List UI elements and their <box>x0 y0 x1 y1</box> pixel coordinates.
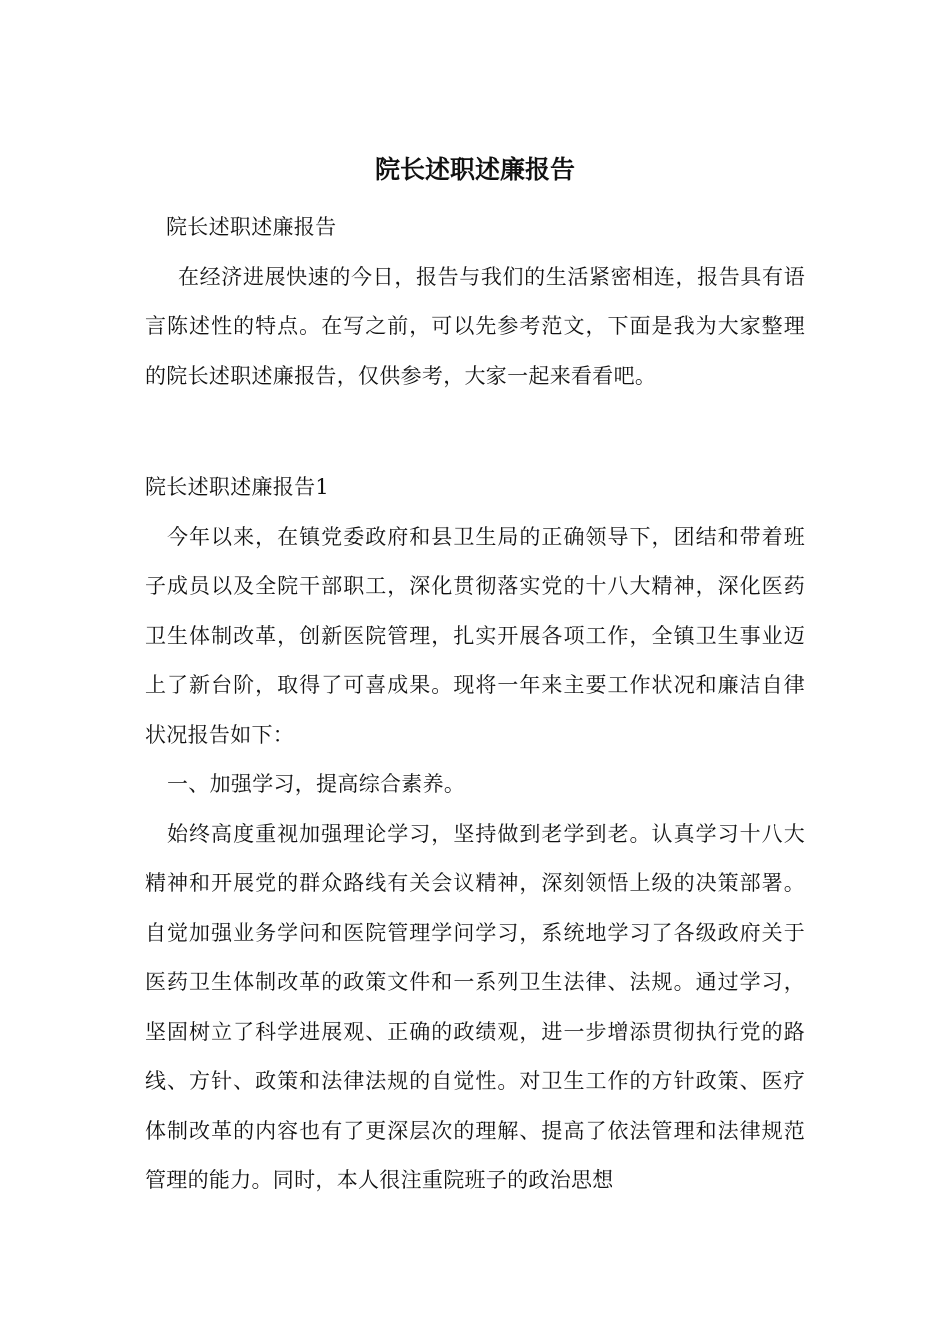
document-title: 院长述职述廉报告 <box>374 155 575 184</box>
intro-paragraph: 在经济进展快速的今日，报告与我们的生活紧密相连，报告具有语言陈述性的特点。在写之前，可以先参考范文，下面是我为大家整理的院长述职述廉报告，仅供参考，大家一起来看看吧。 <box>145 264 805 388</box>
document-body <box>145 203 805 1206</box>
document-subtitle: 院长述职述廉报告 <box>166 215 337 239</box>
point-1-heading: 一、加强学习，提高综合素养。 <box>167 772 466 796</box>
paragraph-2: 始终高度重视加强理论学习，坚持做到老学到老。认真学习十八大精神和开展党的群众路线有关会议精神，深刻领悟上级的决策部署。自觉加强业务学问和医院管理学问学习，系统地学习了各级政府关于医药卫生体制改革的政策文件和一系列卫生法律、法规。通过学习，坚固树立了科学进展观、正确的政绩观，进一步增添贯彻执行党的路线、方针、政策和法律法规的自觉性。对卫生工作的方针政策、医疗体制改革的内容也有了更深层次的理解、提高了依法管理和法律规范管理的能力。同时，本人很注重院班子的政治思想 <box>145 821 805 1192</box>
section-heading: 院长述职述廉报告1 <box>145 475 330 499</box>
paragraph-gap <box>145 401 805 463</box>
paragraph-1: 今年以来，在镇党委政府和县卫生局的正确领导下，团结和带着班子成员以及全院干部职工，深化贯彻落实党的十八大精神，深化医药卫生体制改革，创新医院管理，扎实开展各项工作，全镇卫生事业迈上了新台阶，取得了可喜成果。现将一年来主要工作状况和廉洁自律状况报告如下： <box>145 524 805 747</box>
